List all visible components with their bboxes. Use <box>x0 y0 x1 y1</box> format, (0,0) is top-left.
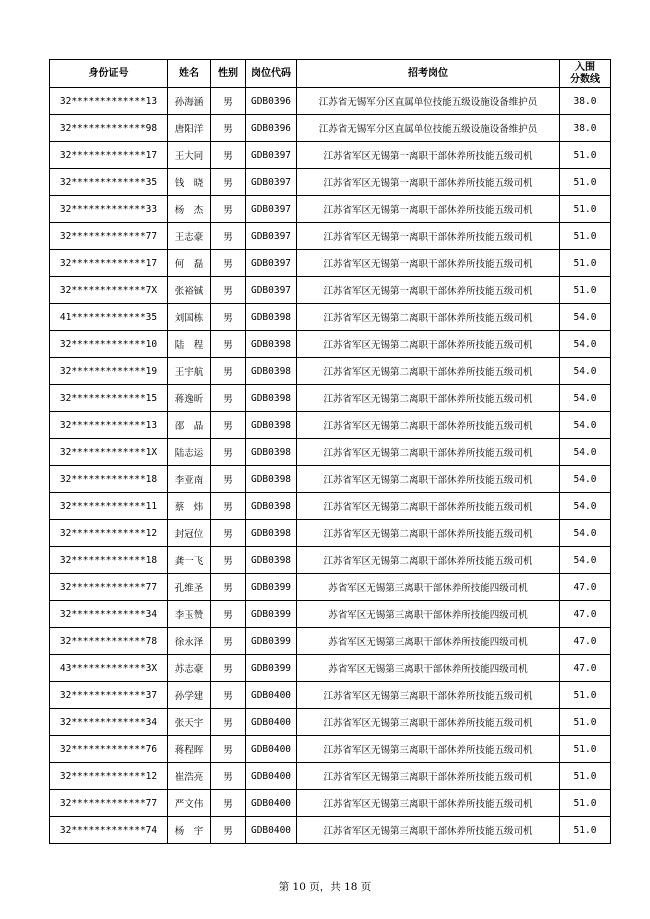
post-code-cell: GDB0398 <box>246 304 297 331</box>
name-cell: 唐阳洋 <box>168 115 211 142</box>
cutoff-score-cell: 38.0 <box>560 115 611 142</box>
cutoff-score-cell: 54.0 <box>560 466 611 493</box>
table-row <box>50 709 611 736</box>
id-number-cell: 32*************77 <box>50 790 168 817</box>
id-number-cell: 32*************17 <box>50 250 168 277</box>
post-code-cell: GDB0399 <box>246 574 297 601</box>
name-cell: 张裕铖 <box>168 277 211 304</box>
gender-cell: 男 <box>211 250 246 277</box>
table-row <box>50 574 611 601</box>
post-code-cell: GDB0397 <box>246 196 297 223</box>
post-cell: 苏省军区无锡第三离职干部休养所技能四级司机 <box>297 574 560 601</box>
table-row <box>50 736 611 763</box>
gender-cell: 男 <box>211 520 246 547</box>
table-row <box>50 304 611 331</box>
id-number-cell: 32*************34 <box>50 601 168 628</box>
table-row <box>50 547 611 574</box>
post-code-cell: GDB0398 <box>246 385 297 412</box>
name-cell: 邵 晶 <box>168 412 211 439</box>
name-cell: 王志豪 <box>168 223 211 250</box>
post-code-cell: GDB0399 <box>246 628 297 655</box>
id-number-cell: 32*************33 <box>50 196 168 223</box>
table-row <box>50 466 611 493</box>
cutoff-score-cell: 54.0 <box>560 304 611 331</box>
id-number-cell: 32*************18 <box>50 466 168 493</box>
name-cell: 蒋逸昕 <box>168 385 211 412</box>
name-cell: 陆志运 <box>168 439 211 466</box>
post-code-cell: GDB0397 <box>246 142 297 169</box>
cutoff-score-cell: 54.0 <box>560 385 611 412</box>
header-cutoff-line2: 分数线 <box>570 73 600 85</box>
gender-cell: 男 <box>211 628 246 655</box>
gender-cell: 男 <box>211 88 246 115</box>
id-number-cell: 32*************13 <box>50 412 168 439</box>
cutoff-score-cell: 54.0 <box>560 520 611 547</box>
post-cell: 苏省军区无锡第三离职干部休养所技能四级司机 <box>297 655 560 682</box>
gender-cell: 男 <box>211 493 246 520</box>
id-number-cell: 32*************35 <box>50 169 168 196</box>
name-cell: 封冠位 <box>168 520 211 547</box>
table-row <box>50 250 611 277</box>
gender-cell: 男 <box>211 817 246 844</box>
post-code-cell: GDB0400 <box>246 790 297 817</box>
post-cell: 江苏省军区无锡第二离职干部休养所技能五级司机 <box>297 466 560 493</box>
header-post: 招考岗位 <box>297 60 560 88</box>
post-cell: 江苏省无锡军分区直属单位技能五级设施设备维护员 <box>297 88 560 115</box>
table-row <box>50 196 611 223</box>
post-code-cell: GDB0400 <box>246 682 297 709</box>
id-number-cell: 32*************76 <box>50 736 168 763</box>
id-number-cell: 32*************1X <box>50 439 168 466</box>
table-row <box>50 358 611 385</box>
name-cell: 陆 程 <box>168 331 211 358</box>
table-row <box>50 439 611 466</box>
table-row <box>50 817 611 844</box>
post-cell: 江苏省军区无锡第二离职干部休养所技能五级司机 <box>297 385 560 412</box>
page-footer: 第 10 页，共 18 页 <box>278 881 372 893</box>
table-row <box>50 277 611 304</box>
cutoff-score-cell: 51.0 <box>560 763 611 790</box>
gender-cell: 男 <box>211 547 246 574</box>
post-cell: 江苏省军区无锡第二离职干部休养所技能五级司机 <box>297 439 560 466</box>
post-cell: 江苏省军区无锡第一离职干部休养所技能五级司机 <box>297 142 560 169</box>
cutoff-score-cell: 51.0 <box>560 169 611 196</box>
table-row <box>50 790 611 817</box>
id-number-cell: 32*************11 <box>50 493 168 520</box>
cutoff-score-cell: 47.0 <box>560 655 611 682</box>
post-cell: 江苏省军区无锡第一离职干部休养所技能五级司机 <box>297 196 560 223</box>
cutoff-score-cell: 51.0 <box>560 196 611 223</box>
gender-cell: 男 <box>211 466 246 493</box>
post-code-cell: GDB0396 <box>246 115 297 142</box>
post-cell: 江苏省军区无锡第三离职干部休养所技能五级司机 <box>297 790 560 817</box>
name-cell: 苏志豪 <box>168 655 211 682</box>
gender-cell: 男 <box>211 682 246 709</box>
gender-cell: 男 <box>211 331 246 358</box>
table-row <box>50 493 611 520</box>
id-number-cell: 32*************17 <box>50 142 168 169</box>
post-cell: 江苏省军区无锡第二离职干部休养所技能五级司机 <box>297 304 560 331</box>
name-cell: 崔浩亮 <box>168 763 211 790</box>
name-cell: 王宇航 <box>168 358 211 385</box>
cutoff-score-cell: 51.0 <box>560 142 611 169</box>
table-row <box>50 655 611 682</box>
cutoff-score-cell: 51.0 <box>560 682 611 709</box>
post-code-cell: GDB0398 <box>246 547 297 574</box>
header-cutoff-score <box>560 60 611 88</box>
id-number-cell: 32*************15 <box>50 385 168 412</box>
id-number-cell: 32*************77 <box>50 574 168 601</box>
cutoff-score-cell: 54.0 <box>560 358 611 385</box>
post-code-cell: GDB0398 <box>246 493 297 520</box>
post-code-cell: GDB0398 <box>246 439 297 466</box>
post-cell: 江苏省军区无锡第二离职干部休养所技能五级司机 <box>297 331 560 358</box>
name-cell: 杨 宇 <box>168 817 211 844</box>
name-cell: 李玉赞 <box>168 601 211 628</box>
cutoff-score-cell: 51.0 <box>560 736 611 763</box>
cutoff-score-cell: 51.0 <box>560 709 611 736</box>
table-row <box>50 763 611 790</box>
id-number-cell: 32*************19 <box>50 358 168 385</box>
name-cell: 刘国栋 <box>168 304 211 331</box>
name-cell: 李亚南 <box>168 466 211 493</box>
name-cell: 王大同 <box>168 142 211 169</box>
table-row <box>50 88 611 115</box>
cutoff-score-cell: 38.0 <box>560 88 611 115</box>
cutoff-score-cell: 54.0 <box>560 439 611 466</box>
gender-cell: 男 <box>211 223 246 250</box>
post-cell: 江苏省军区无锡第三离职干部休养所技能五级司机 <box>297 709 560 736</box>
post-code-cell: GDB0399 <box>246 655 297 682</box>
id-number-cell: 32*************12 <box>50 520 168 547</box>
cutoff-score-cell: 51.0 <box>560 817 611 844</box>
name-cell: 杨 杰 <box>168 196 211 223</box>
post-cell: 江苏省军区无锡第三离职干部休养所技能五级司机 <box>297 682 560 709</box>
cutoff-score-cell: 54.0 <box>560 412 611 439</box>
post-cell: 江苏省军区无锡第二离职干部休养所技能五级司机 <box>297 358 560 385</box>
post-cell: 江苏省军区无锡第一离职干部休养所技能五级司机 <box>297 223 560 250</box>
post-cell: 江苏省军区无锡第三离职干部休养所技能五级司机 <box>297 817 560 844</box>
id-number-cell: 32*************77 <box>50 223 168 250</box>
post-code-cell: GDB0397 <box>246 250 297 277</box>
post-cell: 江苏省军区无锡第二离职干部休养所技能五级司机 <box>297 412 560 439</box>
id-number-cell: 32*************78 <box>50 628 168 655</box>
cutoff-score-cell: 54.0 <box>560 547 611 574</box>
table-row <box>50 115 611 142</box>
id-number-cell: 32*************7X <box>50 277 168 304</box>
table-header-row <box>50 60 611 88</box>
post-cell: 江苏省军区无锡第二离职干部休养所技能五级司机 <box>297 493 560 520</box>
name-cell: 严文伟 <box>168 790 211 817</box>
id-number-cell: 32*************13 <box>50 88 168 115</box>
cutoff-score-cell: 51.0 <box>560 250 611 277</box>
name-cell: 徐永泽 <box>168 628 211 655</box>
name-cell: 钱 晓 <box>168 169 211 196</box>
post-cell: 江苏省军区无锡第二离职干部休养所技能五级司机 <box>297 520 560 547</box>
table-row <box>50 412 611 439</box>
gender-cell: 男 <box>211 169 246 196</box>
post-cell: 江苏省军区无锡第一离职干部休养所技能五级司机 <box>297 277 560 304</box>
post-cell: 苏省军区无锡第三离职干部休养所技能四级司机 <box>297 601 560 628</box>
table-row <box>50 169 611 196</box>
table-row <box>50 142 611 169</box>
gender-cell: 男 <box>211 439 246 466</box>
post-cell: 苏省军区无锡第三离职干部休养所技能四级司机 <box>297 628 560 655</box>
table-row <box>50 682 611 709</box>
name-cell: 孔维圣 <box>168 574 211 601</box>
gender-cell: 男 <box>211 385 246 412</box>
gender-cell: 男 <box>211 736 246 763</box>
gender-cell: 男 <box>211 277 246 304</box>
post-cell: 江苏省军区无锡第三离职干部休养所技能五级司机 <box>297 763 560 790</box>
table-row <box>50 520 611 547</box>
id-number-cell: 32*************74 <box>50 817 168 844</box>
post-cell: 江苏省军区无锡第二离职干部休养所技能五级司机 <box>297 547 560 574</box>
table-row <box>50 223 611 250</box>
id-number-cell: 32*************98 <box>50 115 168 142</box>
name-cell: 蒋程晖 <box>168 736 211 763</box>
post-cell: 江苏省无锡军分区直属单位技能五级设施设备维护员 <box>297 115 560 142</box>
cutoff-score-cell: 47.0 <box>560 601 611 628</box>
post-code-cell: GDB0397 <box>246 223 297 250</box>
cutoff-score-cell: 51.0 <box>560 223 611 250</box>
header-post-code: 岗位代码 <box>246 60 297 88</box>
table-row <box>50 628 611 655</box>
id-number-cell: 43*************3X <box>50 655 168 682</box>
table-row <box>50 331 611 358</box>
post-code-cell: GDB0396 <box>246 88 297 115</box>
candidate-table <box>49 59 611 844</box>
header-cutoff-line1: 入围 <box>575 61 595 73</box>
header-id-number: 身份证号 <box>50 60 168 88</box>
post-code-cell: GDB0397 <box>246 169 297 196</box>
id-number-cell: 32*************10 <box>50 331 168 358</box>
post-cell: 江苏省军区无锡第三离职干部休养所技能五级司机 <box>297 736 560 763</box>
name-cell: 孙海涵 <box>168 88 211 115</box>
name-cell: 孙学建 <box>168 682 211 709</box>
gender-cell: 男 <box>211 763 246 790</box>
gender-cell: 男 <box>211 790 246 817</box>
id-number-cell: 41*************35 <box>50 304 168 331</box>
gender-cell: 男 <box>211 358 246 385</box>
header-gender: 性别 <box>211 60 246 88</box>
name-cell: 蔡 炜 <box>168 493 211 520</box>
cutoff-score-cell: 47.0 <box>560 574 611 601</box>
id-number-cell: 32*************34 <box>50 709 168 736</box>
gender-cell: 男 <box>211 196 246 223</box>
gender-cell: 男 <box>211 304 246 331</box>
cutoff-score-cell: 51.0 <box>560 790 611 817</box>
id-number-cell: 32*************37 <box>50 682 168 709</box>
table-row <box>50 601 611 628</box>
gender-cell: 男 <box>211 655 246 682</box>
header-name: 姓名 <box>168 60 211 88</box>
gender-cell: 男 <box>211 601 246 628</box>
gender-cell: 男 <box>211 412 246 439</box>
post-code-cell: GDB0398 <box>246 331 297 358</box>
id-number-cell: 32*************18 <box>50 547 168 574</box>
gender-cell: 男 <box>211 115 246 142</box>
name-cell: 龚一飞 <box>168 547 211 574</box>
post-cell: 江苏省军区无锡第一离职干部休养所技能五级司机 <box>297 250 560 277</box>
id-number-cell: 32*************12 <box>50 763 168 790</box>
name-cell: 张天宇 <box>168 709 211 736</box>
post-code-cell: GDB0400 <box>246 709 297 736</box>
post-code-cell: GDB0400 <box>246 763 297 790</box>
cutoff-score-cell: 54.0 <box>560 331 611 358</box>
post-code-cell: GDB0398 <box>246 466 297 493</box>
gender-cell: 男 <box>211 709 246 736</box>
post-code-cell: GDB0400 <box>246 817 297 844</box>
post-code-cell: GDB0398 <box>246 358 297 385</box>
post-code-cell: GDB0399 <box>246 601 297 628</box>
cutoff-score-cell: 54.0 <box>560 493 611 520</box>
table-row <box>50 385 611 412</box>
post-code-cell: GDB0398 <box>246 520 297 547</box>
post-code-cell: GDB0400 <box>246 736 297 763</box>
gender-cell: 男 <box>211 574 246 601</box>
cutoff-score-cell: 47.0 <box>560 628 611 655</box>
gender-cell: 男 <box>211 142 246 169</box>
post-code-cell: GDB0397 <box>246 277 297 304</box>
post-cell: 江苏省军区无锡第一离职干部休养所技能五级司机 <box>297 169 560 196</box>
post-code-cell: GDB0398 <box>246 412 297 439</box>
name-cell: 何 磊 <box>168 250 211 277</box>
cutoff-score-cell: 51.0 <box>560 277 611 304</box>
